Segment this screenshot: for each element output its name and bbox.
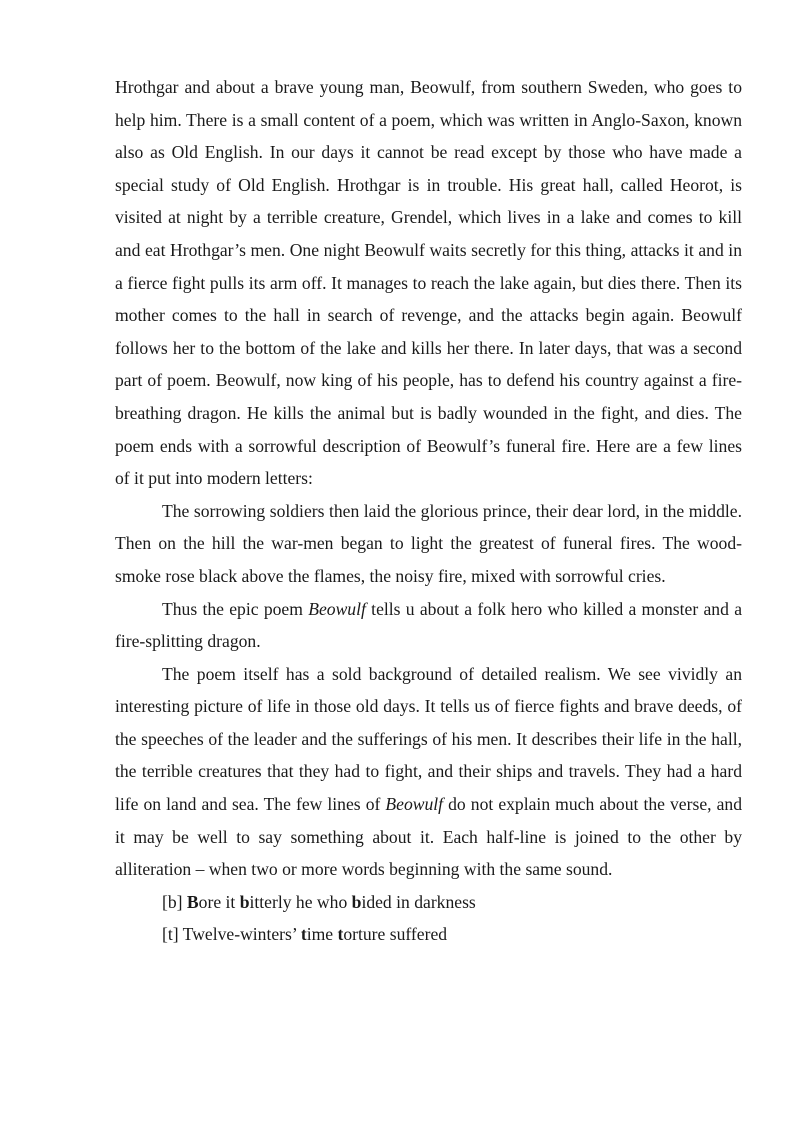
poem-title: Beowulf: [385, 794, 444, 815]
paragraph-funeral-translation: The sorrowing soldiers then laid the glorious prince, their dear lord, in the middle. Then on the hill the war-men began to light the greatest of funeral fires. The wood-smoke rose black above the flames, the noisy fire, mixed with sorrowful cries.: [115, 500, 742, 586]
verse-segment: ime: [306, 924, 338, 945]
verse-line-b: [115, 886, 742, 919]
alliteration-letter: b: [239, 891, 250, 912]
alliteration-letter: t: [300, 924, 307, 945]
document-page: [115, 71, 742, 951]
paragraph-text: The poem itself has a sold background of detailed realism. We see vividly an interesting picture of life in those old days. It tells us of fierce fights and brave deeds, of the speeches of the leader and the sufferings of his men. It describes their life in the hall, the terrible creatures that they had to fight, and their ships and travels. They had a hard life on land and sea. The few lines of: [115, 663, 742, 815]
paragraph-text: Thus the epic poem: [162, 598, 309, 619]
verse-line-t: [115, 918, 742, 951]
paragraph-text: do not explain much about the verse, and it may be well to say something about it. Each half-line is joined to the other by alliteration – when two or more words beginning with the same sound.: [115, 794, 742, 880]
poem-title: Beowulf: [308, 598, 366, 619]
verse-segment: ore it: [198, 891, 240, 912]
paragraph-realism: [115, 658, 742, 886]
verse-segment: orture suffered: [343, 924, 448, 945]
paragraph-epic-summary: [115, 593, 742, 658]
alliteration-letter: B: [186, 891, 199, 912]
verse-segment: itterly he who: [249, 891, 352, 912]
paragraph-text: tells u about a folk hero who killed a monster and a fire-splitting dragon.: [115, 598, 742, 652]
alliteration-letter: b: [351, 891, 362, 912]
verse-segment: [t] Twelve-winters’: [162, 924, 301, 945]
verse-segment: [b]: [162, 891, 187, 912]
alliteration-letter: t: [337, 924, 344, 945]
verse-segment: ided in darkness: [361, 891, 476, 912]
paragraph-beowulf-summary: Hrothgar and about a brave young man, Beowulf, from southern Sweden, who goes to help him. There is a small content of a poem, which was written in Anglo-Saxon, known also as Old English. In our days it cannot be read except by those who have made a special study of Old English. Hrothgar is in trouble. His great hall, called Heorot, is visited at night by a terrible creature, Grendel, which lives in a lake and comes to kill and eat Hrothgar’s men. One night Beowulf waits secretly for this thing, attacks it and in a fierce fight pulls its arm off. It manages to reach the lake again, but dies there. Then its mother comes to the hall in search of revenge, and the attacks begin again. Beowulf follows her to the bottom of the lake and kills her there. In later days, that was a second part of poem. Beowulf, now king of his people, has to defend his country against a fire-breathing dragon. He kills the animal but is badly wounded in the fight, and dies. The poem ends with a sorrowful description of Beowulf’s funeral fire. Here are a few lines of it put into modern letters:: [115, 77, 742, 489]
